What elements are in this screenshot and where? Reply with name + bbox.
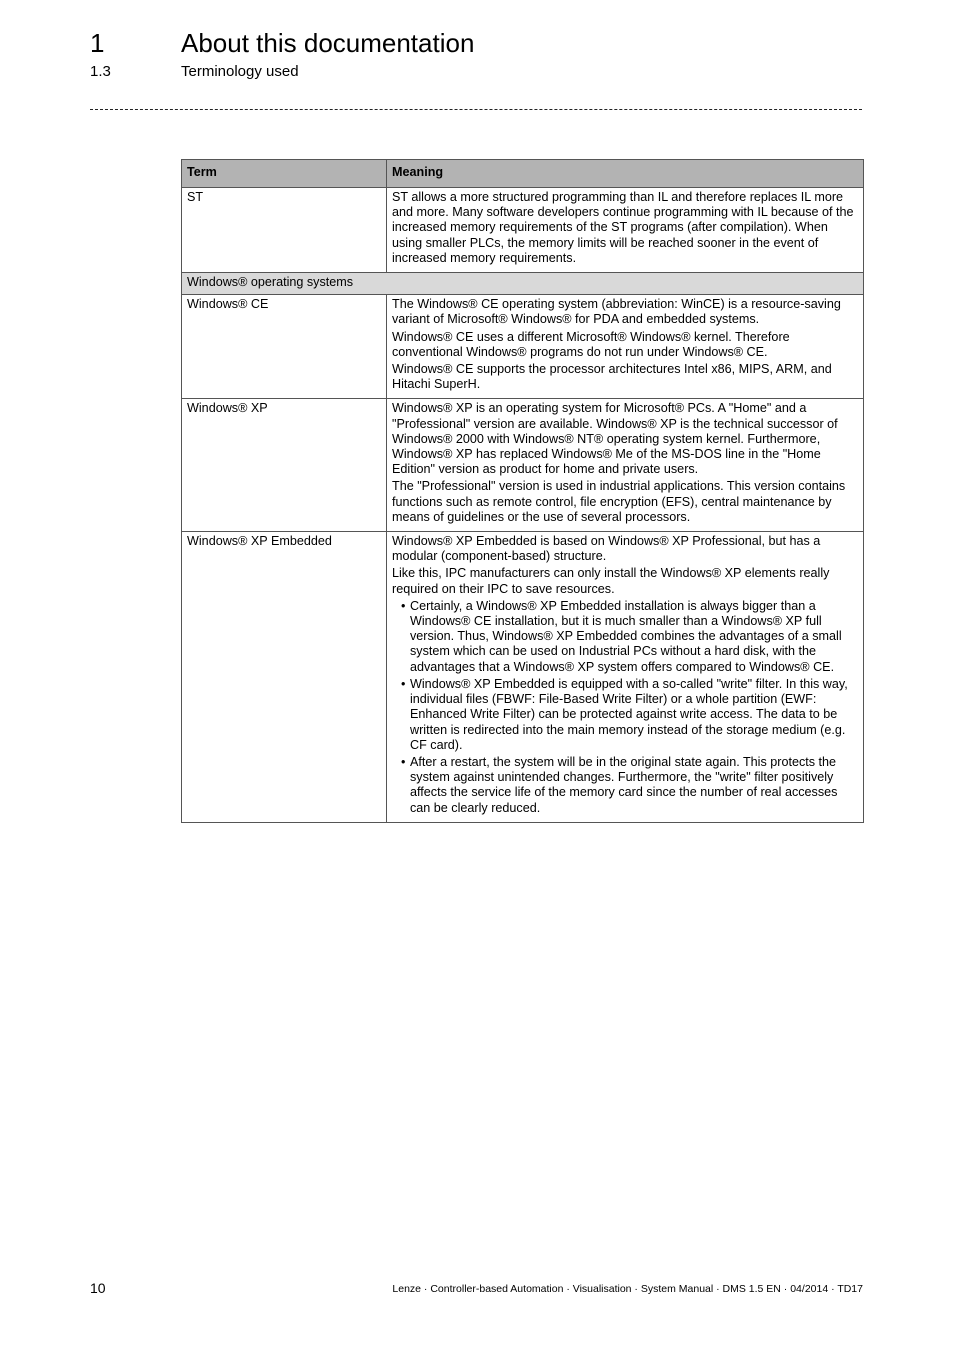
meaning-paragraph: Windows® XP Embedded is based on Windows® XP Professional, but has a modular (component-based) structure. (392, 534, 821, 564)
meaning-paragraph: ST allows a more structured programming than IL and therefore replaces IL more and more. Many software developers continue programming with IL because of the increased memory requirements of the ST programs (after compilation). When using smaller PLCs, the memory limits will be reached sooner in the event of increased memory requirements. (392, 190, 854, 265)
meaning-paragraph: The "Professional" version is used in industrial applications. This version contains functions such as remote control, file encryption (EFS), central maintenance by means of guidelines or the use of several processors. (392, 479, 846, 524)
section-title: Terminology used (181, 63, 299, 80)
column-header-term: Term (182, 160, 387, 188)
meaning-cell (387, 188, 864, 273)
meaning-paragraph: The Windows® CE operating system (abbreviation: WinCE) is a resource-saving variant of Microsoft® Windows® for PDA and embedded systems. (392, 297, 841, 327)
group-label: Windows® operating systems (182, 273, 864, 295)
chapter-number: 1 (90, 28, 105, 58)
term-cell: Windows® XP (182, 399, 387, 532)
table-row (182, 295, 864, 399)
table-row (182, 188, 864, 273)
table-header-row (182, 160, 864, 188)
footer-text: Lenze · Controller-based Automation · Visualisation · System Manual · DMS 1.5 EN · 04/2014 · TD17 (392, 1283, 863, 1295)
meaning-paragraph: Windows® CE uses a different Microsoft® Windows® kernel. Therefore conventional Windows® programs do not run under Windows® CE. (392, 329, 790, 359)
meaning-paragraph: Windows® XP is an operating system for Microsoft® PCs. A "Home" and a "Professional" version are available. Windows® XP is the technical successor of Windows® 2000 with Windows® NT® operating system kernel. Furthermore, Windows® XP has replaced Windows® Me of the MS-DOS line in the "Home Edition" version as product for home and private users. (392, 401, 838, 477)
column-header-meaning: Meaning (387, 160, 864, 188)
bullet-list (392, 599, 858, 816)
meaning-cell (387, 399, 864, 532)
page-number: 10 (90, 1280, 106, 1296)
term-cell: Windows® CE (182, 295, 387, 399)
meaning-paragraph: Windows® CE supports the processor architectures Intel x86, MIPS, ARM, and Hitachi SuperH. (392, 362, 832, 392)
chapter-title: About this documentation (181, 28, 475, 58)
terminology-table (181, 159, 864, 823)
term-cell: Windows® XP Embedded (182, 532, 387, 823)
section-number: 1.3 (90, 63, 111, 80)
bullet-item: • Windows® XP Embedded is equipped with a so-called "write" filter. In this way, individual files (FBWF: File-Based Write Filter) or a whole partition (EWF: Enhanced Write Filter) can be protected against write access. The data to be written is redirected into the main memory instead of the storage medium (e.g. CF card). (410, 677, 858, 753)
meaning-cell (387, 295, 864, 399)
bullet-item: • Certainly, a Windows® XP Embedded installation is always bigger than a Windows® CE installation, but it is much smaller than a Windows® XP full version. Thus, Windows® XP Embedded combines the advantages of a small system which can be used on Industrial PCs without a hard disk, with the advantages that a Windows® XP system offers compared to Windows® CE. (410, 599, 858, 675)
term-cell: ST (182, 188, 387, 273)
bullet-item: • After a restart, the system will be in the original state again. This protects the system against unintended changes. Furthermore, the "write" filter positively affects the service life of the memory card since the number of real accesses can be clearly reduced. (410, 755, 858, 816)
table-row (182, 532, 864, 823)
table-body (182, 188, 864, 823)
header-divider (90, 109, 862, 110)
meaning-paragraph: Like this, IPC manufacturers can only install the Windows® XP elements really required on their IPC to save resources. (392, 566, 830, 596)
table-row (182, 399, 864, 532)
table-group-row (182, 273, 864, 295)
meaning-cell (387, 532, 864, 823)
